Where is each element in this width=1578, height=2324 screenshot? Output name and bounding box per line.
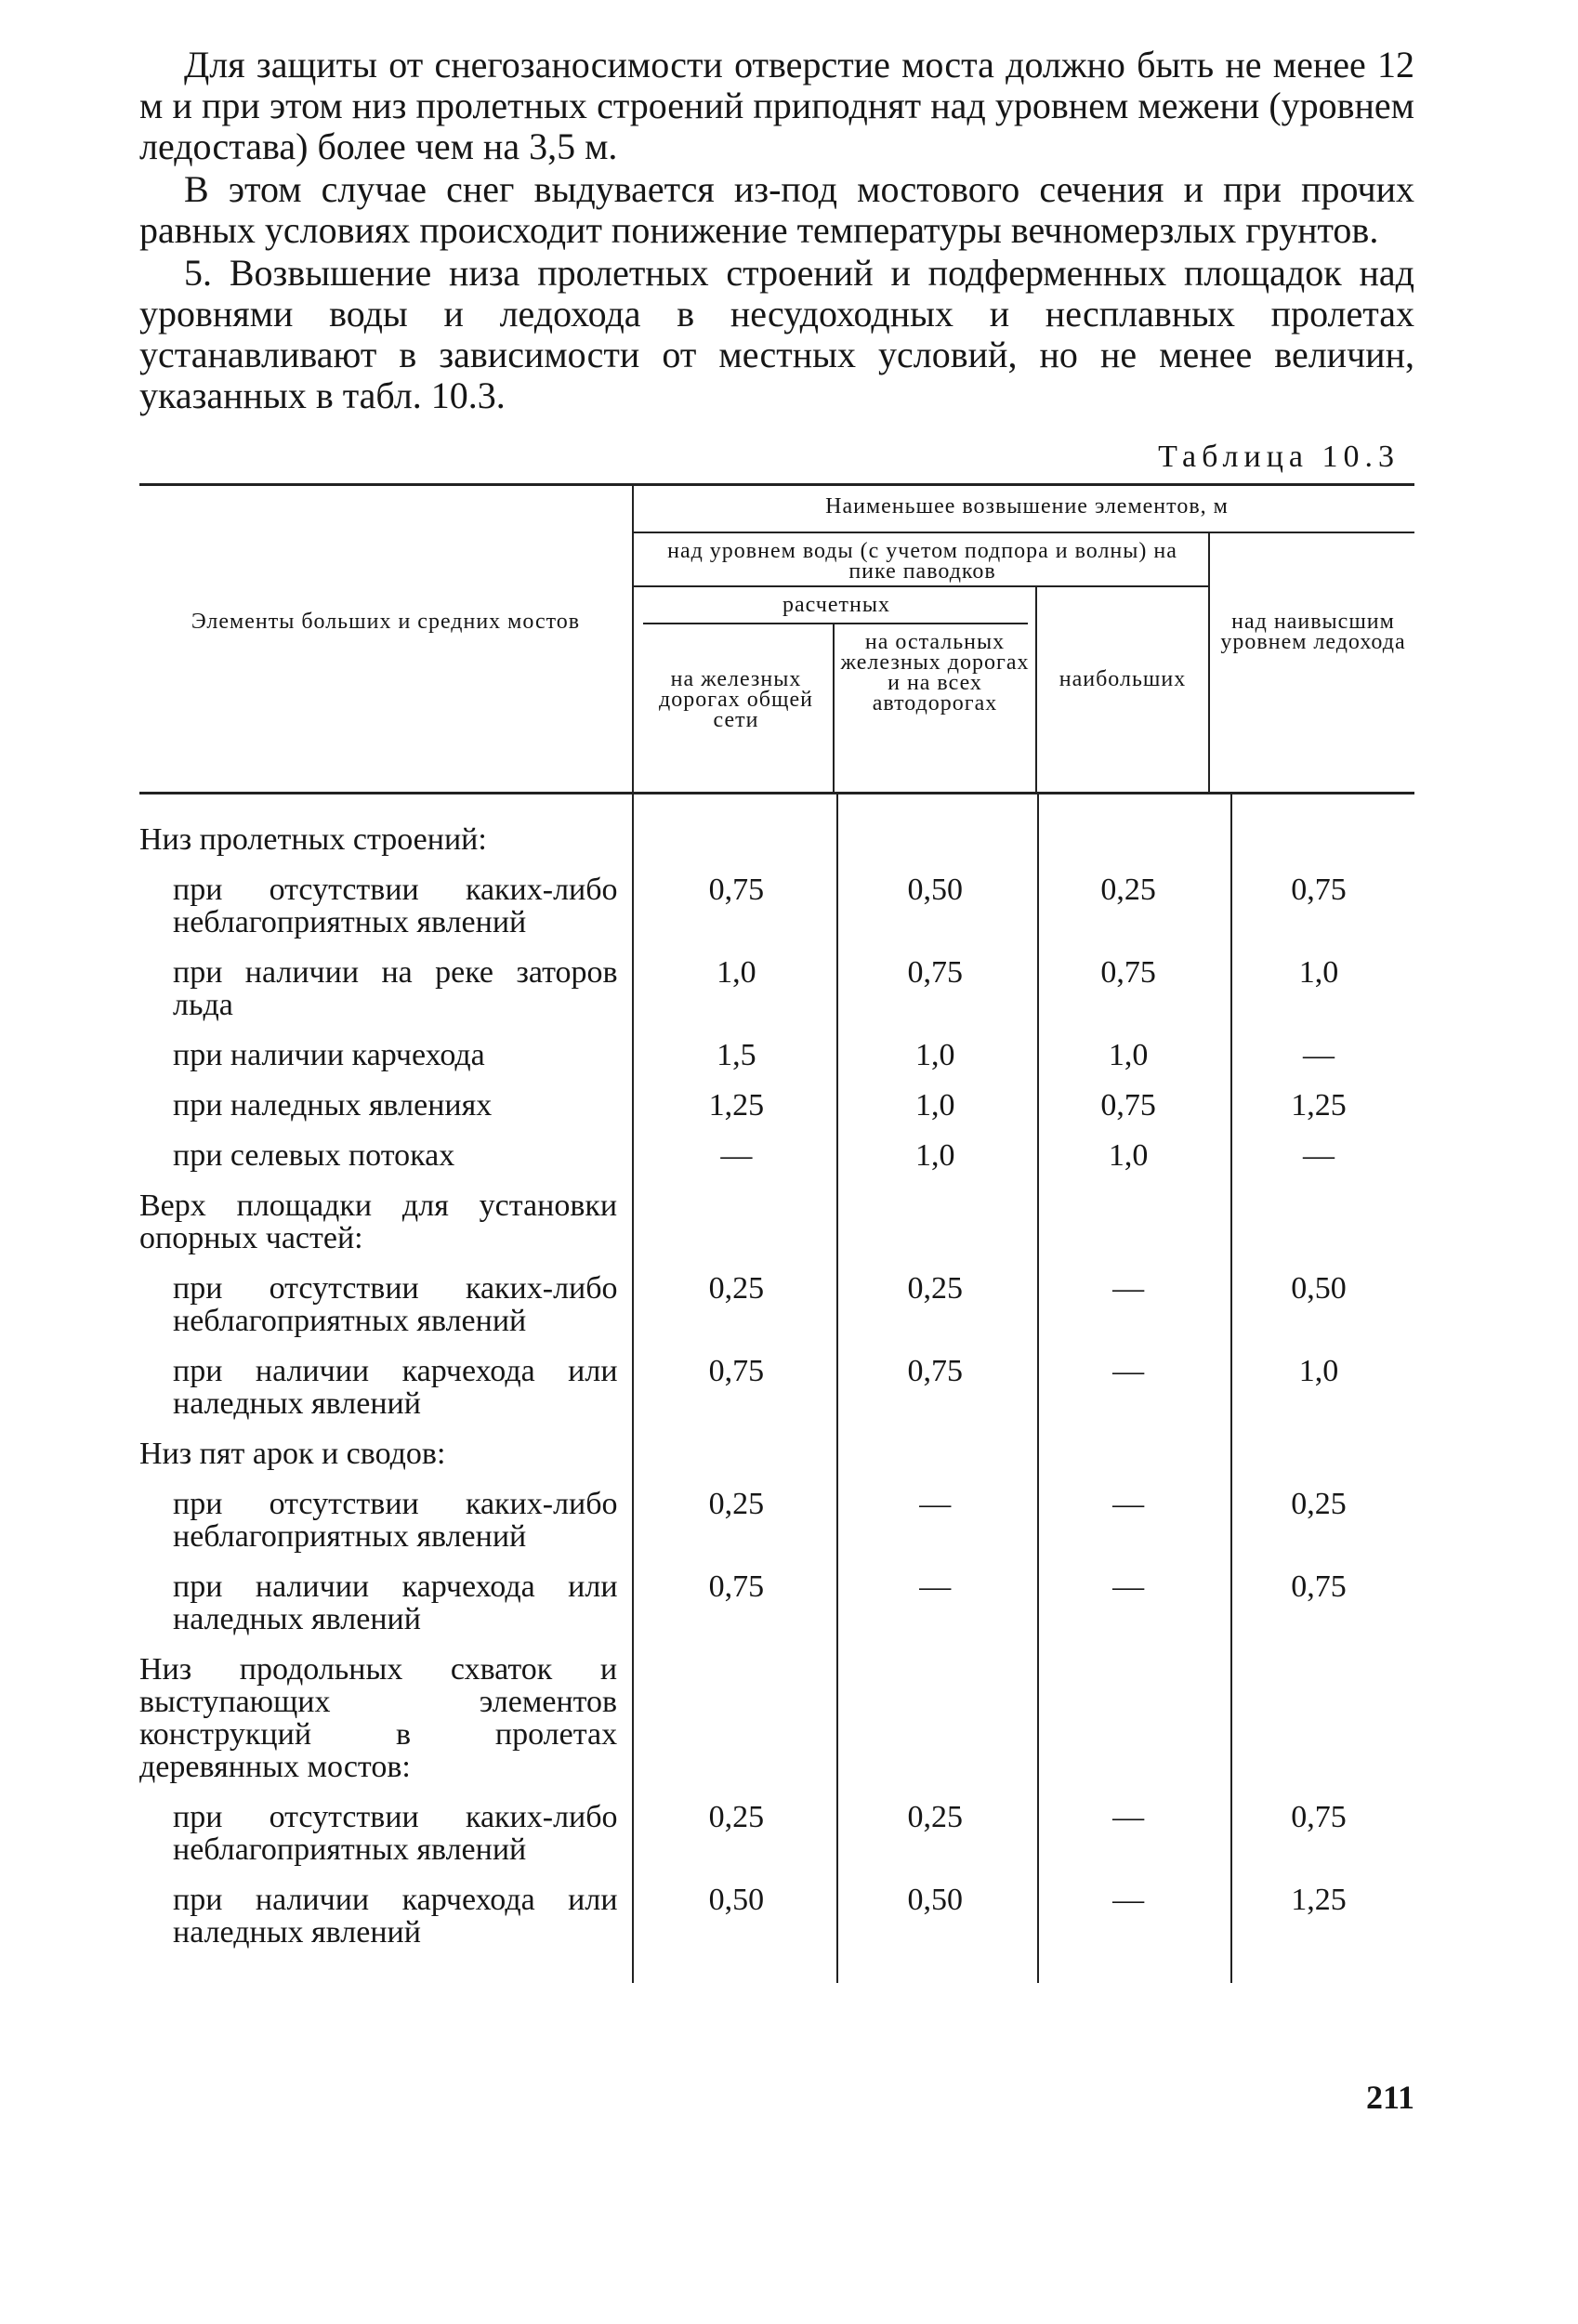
paragraph-2: В этом случае снег выдувается из-под мостового сечения и при прочих равных условиях происходит понижение температуры вечномерзлых грунтов. xyxy=(139,168,1414,251)
row-value-col4: 0,25 xyxy=(1291,1487,1347,1521)
row-value-col4: 0,75 xyxy=(1291,1800,1347,1834)
header-rule-top-group xyxy=(632,532,1414,533)
row-value-col4: 0,75 xyxy=(1291,1569,1347,1604)
row-value-col2: 0,75 xyxy=(907,955,963,990)
row-value-col2: 1,0 xyxy=(914,1038,955,1072)
row-value-col1: 1,0 xyxy=(717,955,756,990)
row-value-col4: 1,25 xyxy=(1291,1088,1347,1123)
row-value-col1: 0,50 xyxy=(708,1883,765,1917)
table-row xyxy=(139,873,1414,939)
table-row xyxy=(139,823,1414,856)
header-elements: Элементы больших и средних мостов xyxy=(191,610,581,634)
row-value-col3: — xyxy=(1112,1800,1145,1834)
row-value-col3: — xyxy=(1112,1569,1145,1604)
paragraph-3: 5. Возвышение низа пролетных строений и подферменных площадок над уровнями воды и ледохода в несудоходных и несплавных пролетах устанавливают в зависимости от местных условий, но не менее величин, указанных в табл. 10.3. xyxy=(139,252,1414,416)
paragraph-1: Для защиты от снегозаносимости отверстие моста должно быть не менее 12 м и при этом низ пролетных строений приподнят над уровнем межени (уровнем ледостава) более чем на 3,5 м. xyxy=(139,44,1414,167)
table-caption: Таблица 10.3 xyxy=(1158,440,1400,474)
header-col2: на остальных железных дорогах и на всех автодорогах xyxy=(840,630,1030,716)
row-value-col3: — xyxy=(1112,1487,1145,1521)
table-row xyxy=(139,1089,1414,1122)
table-row xyxy=(139,1355,1414,1420)
row-value-col3: 1,0 xyxy=(1108,1138,1149,1173)
header-top-rule xyxy=(139,483,1414,486)
table-row xyxy=(139,1884,1414,1949)
row-value-col2: 0,25 xyxy=(907,1800,963,1834)
row-label: при селевых потоках xyxy=(173,1138,455,1173)
header-calc: расчетных xyxy=(782,593,890,617)
body-divider-1 xyxy=(632,794,634,1983)
row-group-label: Низ продольных схваток и выступающих элементов конструкций в пролетах деревянных мостов: xyxy=(139,1652,618,1784)
row-value-col3: — xyxy=(1112,1271,1145,1306)
row-label: при наличии карчехода или наледных явлений xyxy=(173,1569,618,1636)
row-value-col3: 0,75 xyxy=(1100,1088,1156,1123)
row-value-col4: — xyxy=(1303,1038,1335,1072)
header-col3: наибольших xyxy=(1059,667,1187,691)
body-divider-2 xyxy=(836,794,838,1983)
row-label: при отсутствии каких-либо неблагоприятных явлений xyxy=(173,1800,618,1867)
row-label: при наличии карчехода или наледных явлений xyxy=(173,1883,618,1950)
row-value-col1: 0,25 xyxy=(708,1800,765,1834)
header-divider-max xyxy=(1035,585,1037,794)
row-label: при наледных явлениях xyxy=(173,1088,493,1123)
row-value-col1: — xyxy=(720,1138,753,1173)
row-value-col1: 1,25 xyxy=(708,1088,765,1123)
table-body xyxy=(139,794,1414,1983)
header-divider-calc xyxy=(833,623,835,794)
row-group-label: Верх площадки для установки опорных частей: xyxy=(139,1188,618,1255)
row-value-col2: — xyxy=(919,1487,952,1521)
row-value-col2: 1,0 xyxy=(914,1138,955,1173)
header-divider-main xyxy=(632,483,634,794)
table-header xyxy=(139,483,1414,794)
row-label: при наличии на реке заторов льда xyxy=(173,955,618,1022)
row-value-col2: 0,75 xyxy=(907,1354,963,1388)
row-label: при наличии карчехода или наледных явлений xyxy=(173,1354,618,1421)
row-value-col1: 0,25 xyxy=(708,1487,765,1521)
row-value-col1: 1,5 xyxy=(717,1038,756,1072)
header-top: Наименьшее возвышение элементов, м xyxy=(825,494,1229,519)
row-value-col4: — xyxy=(1303,1138,1335,1173)
table-row xyxy=(139,1139,1414,1172)
table-row xyxy=(139,1039,1414,1071)
header-divider-ice xyxy=(1208,532,1210,794)
row-group-label: Низ пят арок и сводов: xyxy=(139,1437,446,1471)
row-group-label: Низ пролетных строений: xyxy=(139,822,487,857)
row-value-col3: — xyxy=(1112,1354,1145,1388)
row-value-col2: 0,50 xyxy=(907,873,963,907)
body-divider-3 xyxy=(1037,794,1039,1983)
row-value-col1: 0,75 xyxy=(708,873,765,907)
row-label: при отсутствии каких-либо неблагоприятных явлений xyxy=(173,873,618,939)
row-value-col3: 0,25 xyxy=(1100,873,1156,907)
row-label: при наличии карчехода xyxy=(173,1038,485,1072)
row-value-col4: 1,0 xyxy=(1298,1354,1339,1388)
row-value-col4: 0,75 xyxy=(1291,873,1347,907)
table-row xyxy=(139,1653,1414,1783)
row-value-col1: 0,25 xyxy=(708,1271,765,1306)
table-row xyxy=(139,1570,1414,1635)
row-value-col4: 1,25 xyxy=(1291,1883,1347,1917)
row-value-col4: 1,0 xyxy=(1298,955,1339,990)
row-value-col2: 1,0 xyxy=(914,1088,955,1123)
row-value-col2: — xyxy=(919,1569,952,1604)
row-value-col3: 1,0 xyxy=(1108,1038,1149,1072)
row-value-col4: 0,50 xyxy=(1291,1271,1347,1306)
table-row xyxy=(139,1438,1414,1470)
row-value-col3: — xyxy=(1112,1883,1145,1917)
table-row xyxy=(139,1488,1414,1553)
table-row xyxy=(139,1189,1414,1254)
page-content xyxy=(139,45,1414,1983)
row-label: при отсутствии каких-либо неблагоприятных явлений xyxy=(173,1487,618,1554)
body-divider-4 xyxy=(1230,794,1232,1983)
page-number: 211 xyxy=(1366,2079,1415,2116)
row-value-col2: 0,25 xyxy=(907,1271,963,1306)
header-water: над уровнем воды (с учетом подпора и волны) на пике паводков xyxy=(667,539,1177,584)
table-row xyxy=(139,956,1414,1021)
table-row xyxy=(139,1272,1414,1337)
header-col1: на железных дорогах общей сети xyxy=(659,667,813,732)
header-rule-calc xyxy=(643,623,1028,624)
row-value-col2: 0,50 xyxy=(907,1883,963,1917)
header-col4: над наивысшим уровнем ледохода xyxy=(1220,610,1406,654)
row-label: при отсутствии каких-либо неблагоприятных явлений xyxy=(173,1271,618,1338)
header-rule-water xyxy=(632,585,1208,587)
row-value-col3: 0,75 xyxy=(1100,955,1156,990)
row-value-col1: 0,75 xyxy=(708,1569,765,1604)
row-value-col1: 0,75 xyxy=(708,1354,765,1388)
table-row xyxy=(139,1801,1414,1866)
